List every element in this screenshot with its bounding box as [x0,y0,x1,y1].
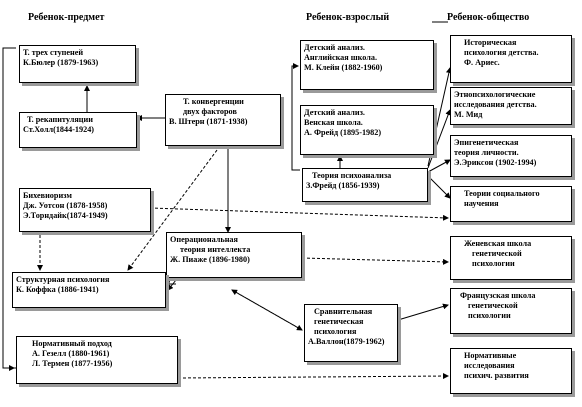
node-historical [450,35,572,83]
node-line: Детский анализ. [304,43,365,52]
node-line: двух факторов [183,107,237,116]
node-line: Эпигенетическая [454,138,519,147]
node-line: К.Бюлер (1879-1963) [23,58,99,67]
node-line: Э.Торндайк(1874-1949) [23,211,108,220]
node-behaviorism [19,188,151,232]
node-psychoanalysis [302,168,428,202]
node-three-stages [19,45,136,83]
edge-psa-social [428,176,450,198]
node-normative-research [450,348,572,394]
node-line: А.Валлон(1879-1962) [308,337,385,346]
node-line: Дж. Уотсон (1878-1958) [23,201,108,210]
node-line: Сравнительная [314,307,373,316]
edge-psa-epi [428,160,450,172]
node-structural [12,272,166,308]
node-line: Детский анализ. [304,108,365,117]
node-line: Т. конвергенции [183,97,244,106]
edge-norm-research [178,376,448,378]
node-line: Ф. Ариес. [464,58,500,67]
node-line: исследования детства. [454,100,537,109]
node-line: Историческая [464,38,517,47]
node-social-learning [450,186,572,222]
node-line: генетической [468,301,518,310]
node-line: Л. Термен (1877-1956) [32,359,113,368]
node-line: генетическая [314,317,364,326]
node-line: В. Штерн (1871-1938) [169,117,248,126]
node-line: теория интеллекта [180,245,251,254]
header-child-adult: Ребенок-взрослый [306,12,390,23]
header-child-subject: Ребенок-предмет [28,12,105,23]
node-line: А. Фрейд (1895-1982) [304,128,382,137]
node-normative [16,336,178,384]
node-line: психология [314,327,357,336]
node-ethnopsych [450,87,572,125]
node-geneva [450,236,572,280]
node-line: теория личности. [454,148,519,157]
node-line: Нормативный подход [32,339,112,348]
node-line: Ст.Холл(1844-1924) [23,125,95,134]
node-recapitulation [19,112,137,148]
edge-oper-geneva [302,258,448,262]
node-line: Нормативные [464,351,517,360]
node-epigenetic [450,135,572,177]
node-comparative [304,304,398,362]
node-line: З.Фрейд (1856-1939) [306,181,380,190]
node-line: Ж. Пиаже (1896-1980) [170,255,250,264]
node-line: генетической [472,249,522,258]
node-line: Французская школа [460,291,536,300]
node-line: Теории социального [464,189,540,198]
left-bracket-line [3,48,16,368]
node-line: Теория психоанализа [312,171,392,180]
node-line: Т. рекапитуляции [27,115,93,124]
node-line: психологии [468,311,511,320]
header-child-society: Ребенок-общество [447,12,530,23]
edge-comp-french [398,305,448,320]
node-line: М. Клейн (1882-1960) [304,63,383,72]
node-line: Венская школа. [304,118,363,127]
edge-behav-social [150,208,448,218]
node-line: Т. трех ступеней [23,48,84,57]
node-line: психология детства. [464,48,539,57]
node-line: Структурная психология [16,275,110,284]
psa-left-bracket [292,66,300,170]
node-convergence [165,94,281,146]
node-line: Э.Эриксон (1902-1994) [454,158,537,167]
node-line: К. Коффка (1886-1941) [16,285,99,294]
node-line: Женевская школа [464,239,532,248]
node-line: Операциональная [170,235,238,244]
node-line: Бихевиоризм [23,191,72,200]
node-line: М. Мид [454,110,483,119]
node-child-analysis-vienna [300,105,434,155]
node-line: А. Гезелл (1880-1961) [32,349,110,358]
node-child-analysis-london [300,40,434,90]
node-line: Английская школа. [304,53,377,62]
node-line: исследования [464,361,515,370]
node-line: психологии [472,259,515,268]
node-line: научения [464,199,499,208]
node-line: Этнопсихологические [454,90,536,99]
node-french [450,288,572,334]
node-line: психич. развития [464,371,529,380]
node-operational [166,232,302,278]
